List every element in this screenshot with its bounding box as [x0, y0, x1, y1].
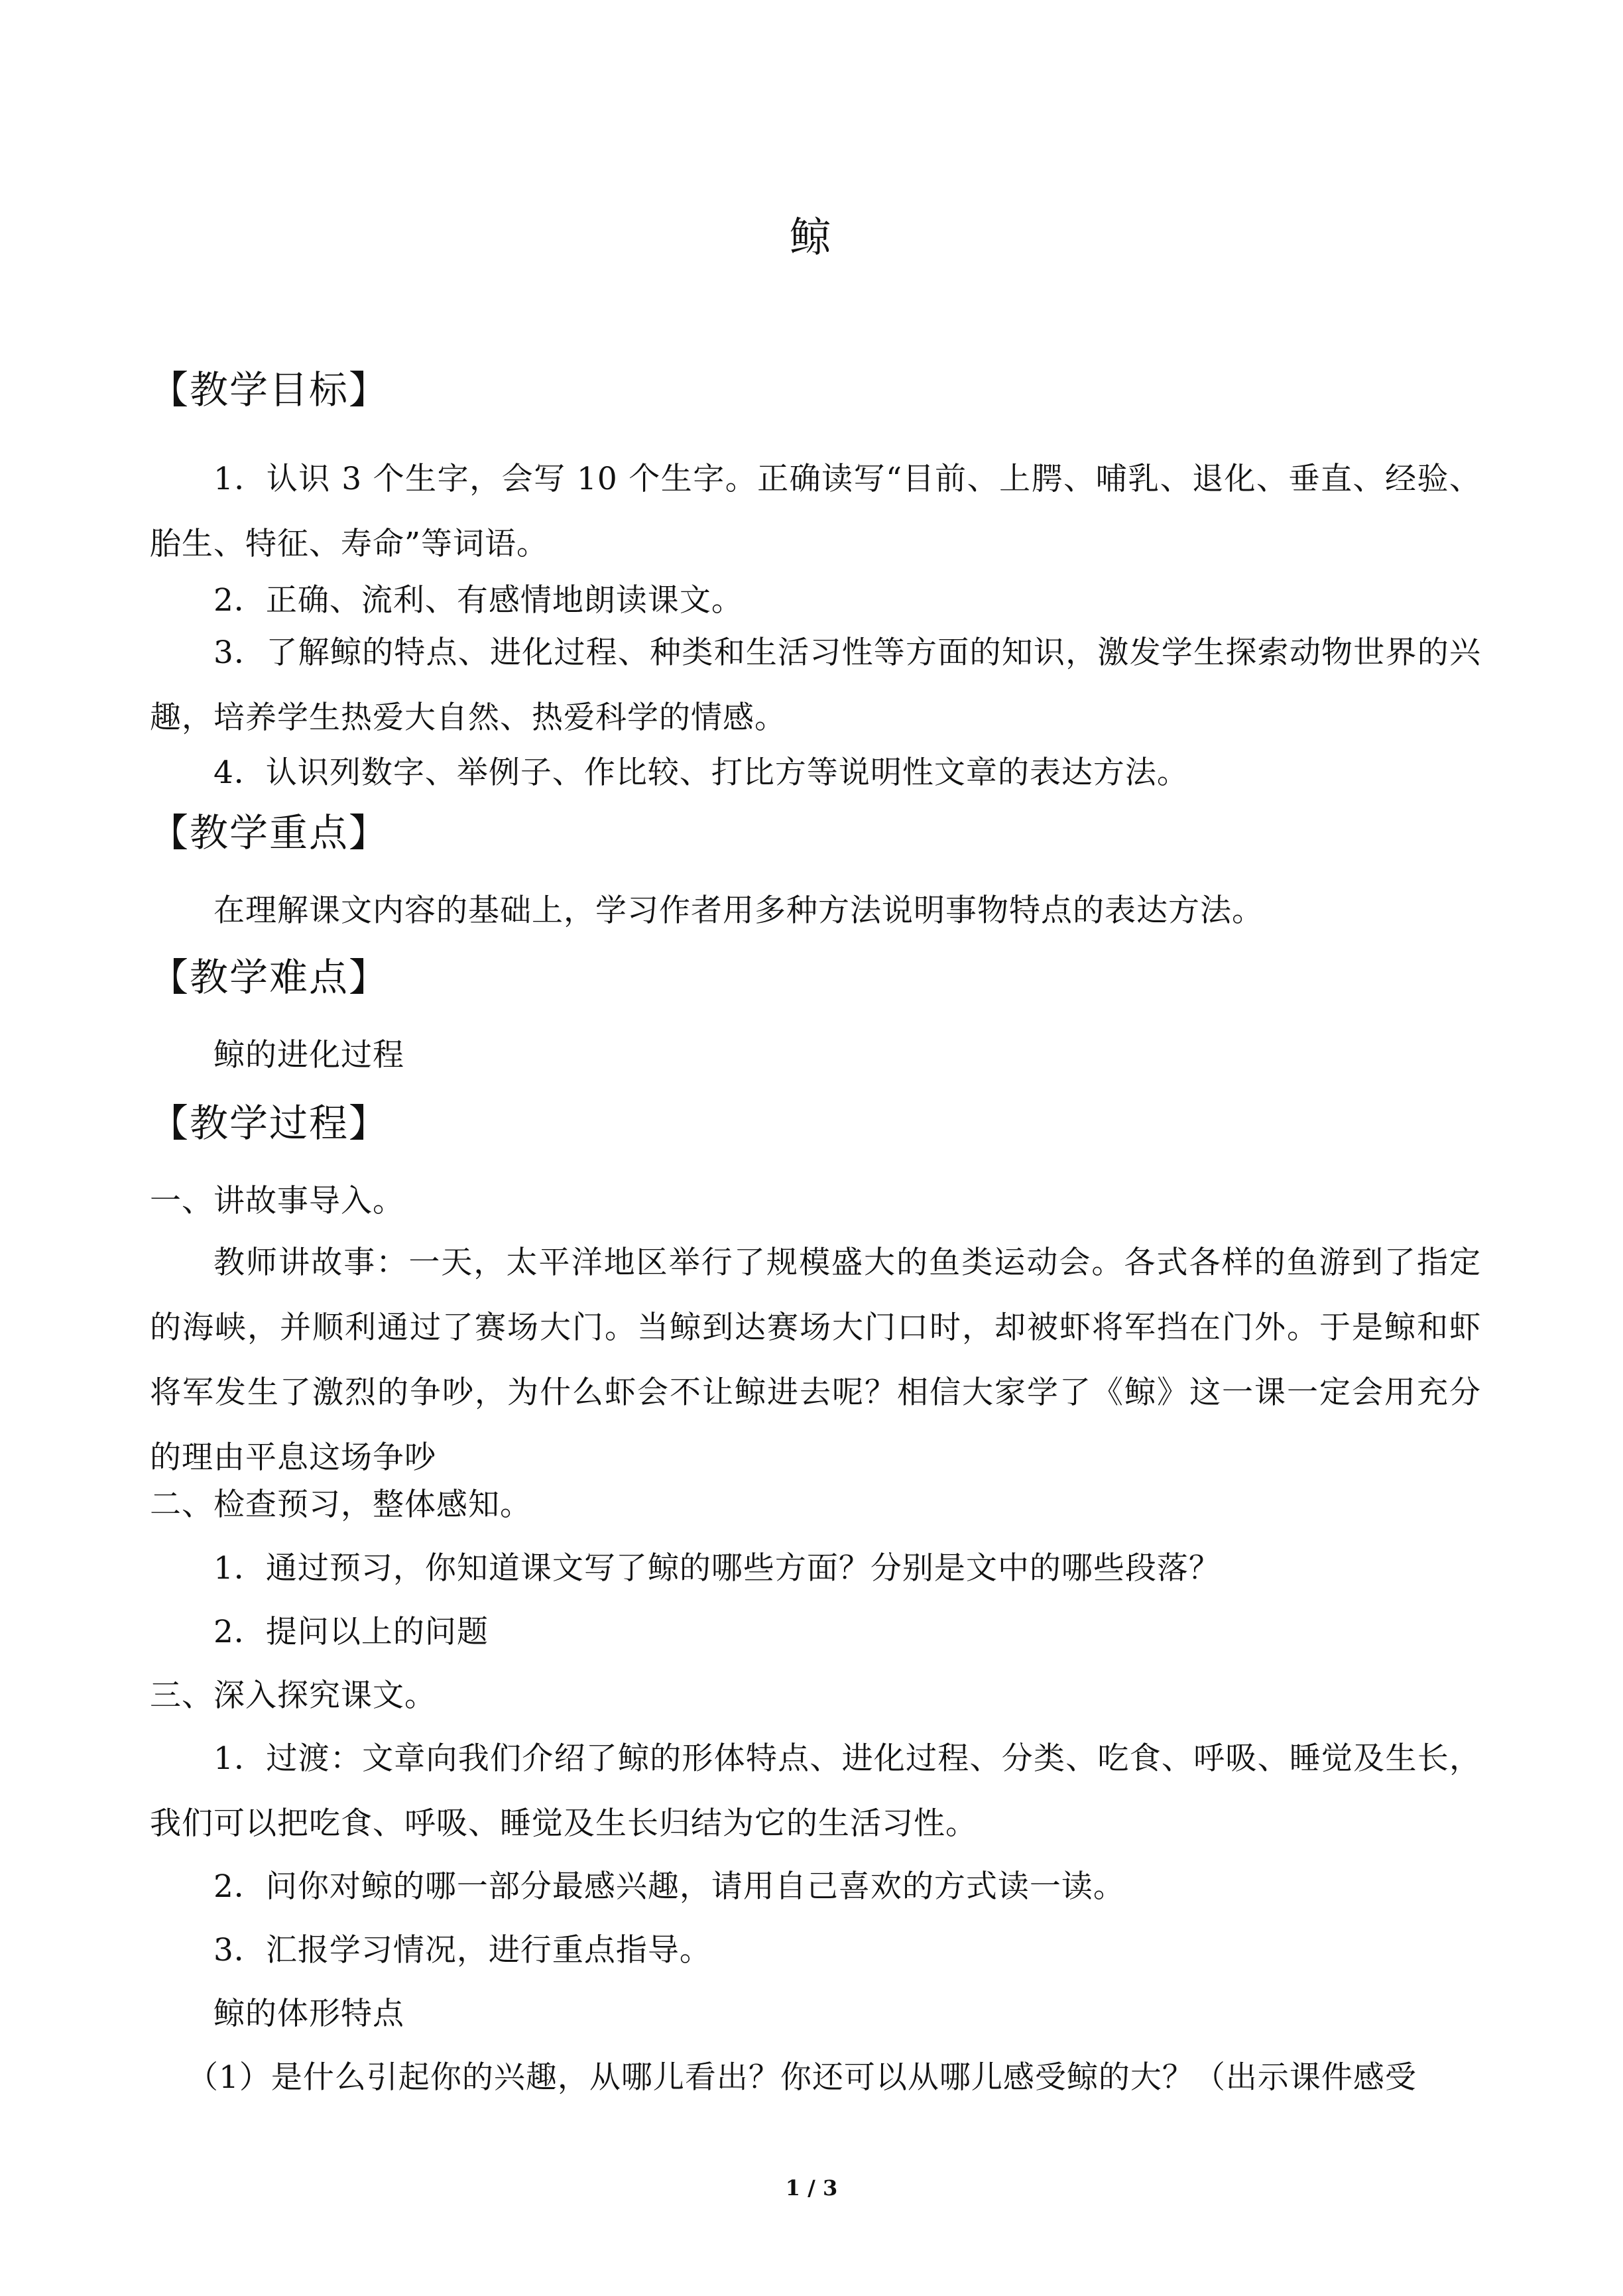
- heading-teaching-process: 【教学过程】: [150, 1101, 389, 1146]
- heading-key-points: 【教学重点】: [150, 810, 389, 855]
- process-part3-subheading: 鲸的体形特点: [213, 1996, 404, 2032]
- page-number: 1 / 3: [785, 2175, 838, 2201]
- process-part3-title: 三、深入探究课文。: [150, 1677, 436, 1714]
- process-part2-title: 二、检查预习，整体感知。: [150, 1486, 532, 1523]
- process-part2-item-2: 2．提问以上的问题: [213, 1614, 489, 1650]
- process-part2-item-1: 1．通过预习，你知道课文写了鲸的哪些方面？分别是文中的哪些段落？: [213, 1550, 1221, 1587]
- document-title: 鲸: [789, 213, 833, 261]
- process-part3-question-1: （1）是什么引起你的兴趣，从哪儿看出？你还可以从哪儿感受鲸的大？（出示课件感受: [187, 2059, 1417, 2096]
- key-point-text: 在理解课文内容的基础上，学习作者用多种方法说明事物特点的表达方法。: [213, 892, 1264, 929]
- difficulty-text: 鲸的进化过程: [213, 1037, 404, 1073]
- goal-item-3: 3．了解鲸的特点、进化过程、种类和生活习性等方面的知识，激发学生探索动物世界的兴趣，培养学生热爱大自然、热爱科学的情感。: [150, 634, 1481, 736]
- goal-item-4: 4．认识列数字、举例子、作比较、打比方等说明性文章的表达方法。: [213, 755, 1189, 791]
- process-part3-item-3: 3．汇报学习情况，进行重点指导。: [213, 1932, 711, 1968]
- heading-teaching-goals: 【教学目标】: [150, 367, 389, 412]
- process-part1-story: 教师讲故事：一天，太平洋地区举行了规模盛大的鱼类运动会。各式各样的鱼游到了指定的海峡，并顺利通过了赛场大门。当鲸到达赛场大门口时，却被虾将军挡在门外。于是鲸和虾将军发生了激烈的争吵，为什么虾会不让鲸进去呢？相信大家学了《鲸》这一课一定会用充分的理由平息这场争吵: [150, 1244, 1481, 1476]
- process-part3-item-1: 1．过渡：文章向我们介绍了鲸的形体特点、进化过程、分类、吃食、呼吸、睡觉及生长，我们可以把吃食、呼吸、睡觉及生长归结为它的生活习性。: [150, 1740, 1481, 1842]
- heading-difficulty: 【教学难点】: [150, 955, 389, 1000]
- process-part3-item-2: 2．问你对鲸的哪一部分最感兴趣，请用自己喜欢的方式读一读。: [213, 1868, 1125, 1905]
- process-part1-title: 一、讲故事导入。: [150, 1183, 404, 1219]
- goal-item-2: 2．正确、流利、有感情地朗读课文。: [213, 582, 743, 619]
- goal-item-1: 1．认识 3 个生字，会写 10 个生字。正确读写“目前、上腭、哺乳、退化、垂直、经验、胎生、特征、寿命”等词语。: [150, 461, 1481, 562]
